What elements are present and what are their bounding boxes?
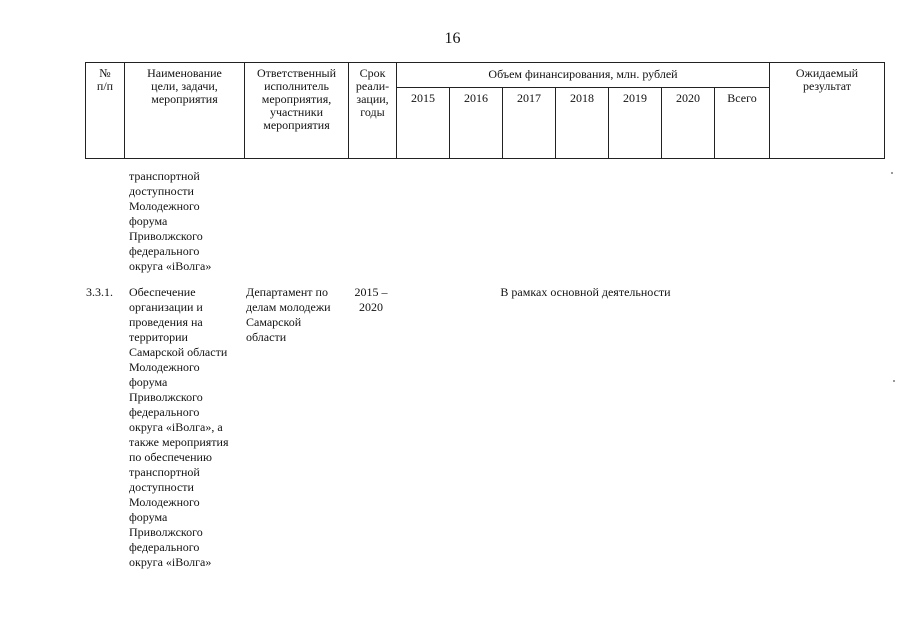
header-col-name: Наименование цели, задачи, мероприятия bbox=[125, 63, 245, 159]
page-number: 16 bbox=[444, 30, 461, 47]
header-col-executor: Ответственный исполнитель мероприятия, участники мероприятия bbox=[245, 63, 349, 159]
header-year-2019: 2019 bbox=[609, 88, 662, 159]
header-year-2020: 2020 bbox=[662, 88, 715, 159]
item-name: Обеспечение организации и проведения на территории Самарской области Молодежного форума Приволжского федерального округа «iВолга», а также мероприятия по обеспечению транспортной доступности Молодежного форума Приволжского федерального округа «iВолга» bbox=[129, 285, 229, 569]
table-header bbox=[85, 62, 885, 159]
scan-speck bbox=[893, 380, 895, 382]
header-col-result: Ожидаемый результат bbox=[770, 63, 885, 159]
continuation-text: транспортной доступности Молодежного форума Приволжского федерального округа «iВолга» bbox=[129, 169, 212, 273]
scan-speck bbox=[891, 172, 893, 174]
header-col-financing: Объем финансирования, млн. рублей bbox=[397, 63, 770, 88]
item-number: 3.3.1. bbox=[86, 285, 113, 299]
header-year-2018: 2018 bbox=[556, 88, 609, 159]
header-col-number: № п/п bbox=[86, 63, 125, 159]
item-term: 2015 – 2020 bbox=[354, 285, 388, 314]
header-year-2015: 2015 bbox=[397, 88, 450, 159]
header-year-2017: 2017 bbox=[503, 88, 556, 159]
header-total: Всего bbox=[715, 88, 770, 159]
item-financing-note: В рамках основной деятельности bbox=[500, 285, 671, 299]
header-year-2016: 2016 bbox=[450, 88, 503, 159]
item-executor: Департамент по делам молодежи Самарской области bbox=[246, 285, 331, 344]
header-col-term: Срок реали- зации, годы bbox=[349, 63, 397, 159]
